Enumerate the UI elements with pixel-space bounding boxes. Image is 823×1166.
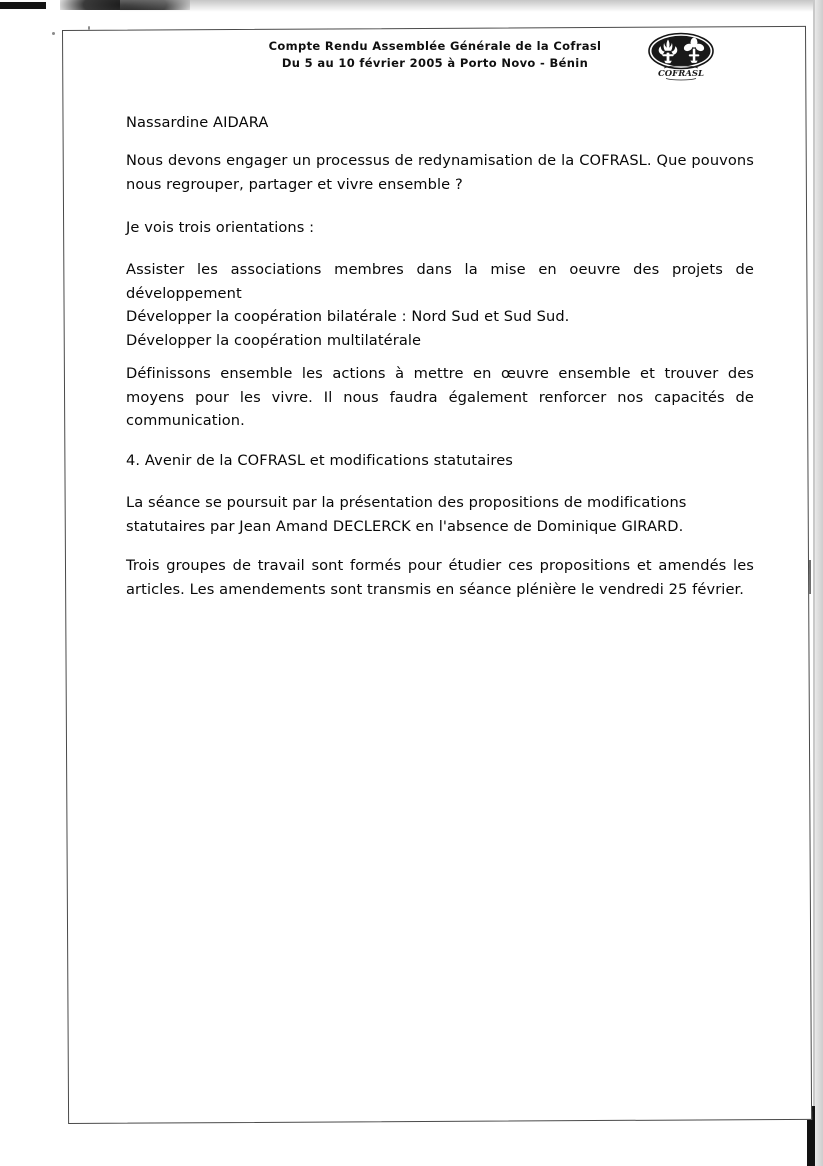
orientation-item: Développer la coopération multilatérale	[126, 331, 422, 349]
groupes-paragraph: Trois groupes de travail sont formés pour étudier ces propositions et amendés les articles. Les amendements sont transmis en séance plénière le vendredi 25 février.	[126, 557, 754, 598]
cofrasl-logo-icon	[646, 29, 716, 81]
intro-paragraph: Nous devons engager un processus de redynamisation de la COFRASL. Que pouvons nous regrouper, partager et vivre ensemble ?	[126, 152, 754, 193]
cofrasl-logo	[646, 29, 716, 81]
define-paragraph: Définissons ensemble les actions à mettre en œuvre ensemble et trouver des moyens pour les vivre. Il nous faudra également renforcer nos capacités de communication.	[126, 365, 754, 429]
logo-wordmark: COFRASL	[658, 69, 704, 79]
orientations-list	[126, 258, 754, 352]
speaker-name: Nassardine AIDARA	[126, 114, 269, 131]
document-header	[240, 38, 630, 72]
section-heading: 4. Avenir de la COFRASL et modifications statutaires	[126, 452, 513, 469]
orientation-item: Assister les associations membres dans la mise en oeuvre des projets de développement	[126, 261, 754, 302]
orientation-item: Développer la coopération bilatérale : Nord Sud et Sud Sud.	[126, 308, 570, 325]
orientations-lead: Je vois trois orientations :	[126, 219, 315, 236]
header-title-line: Compte Rendu Assemblée Générale de la Cofrasl	[268, 39, 602, 53]
header-subtitle-line: Du 5 au 10 février 2005 à Porto Novo - Bénin	[281, 56, 589, 70]
seance-paragraph: La séance se poursuit par la présentation des propositions de modifications statutaires par Jean Amand DECLERCK en l'absence de Dominique GIRARD.	[126, 494, 687, 535]
